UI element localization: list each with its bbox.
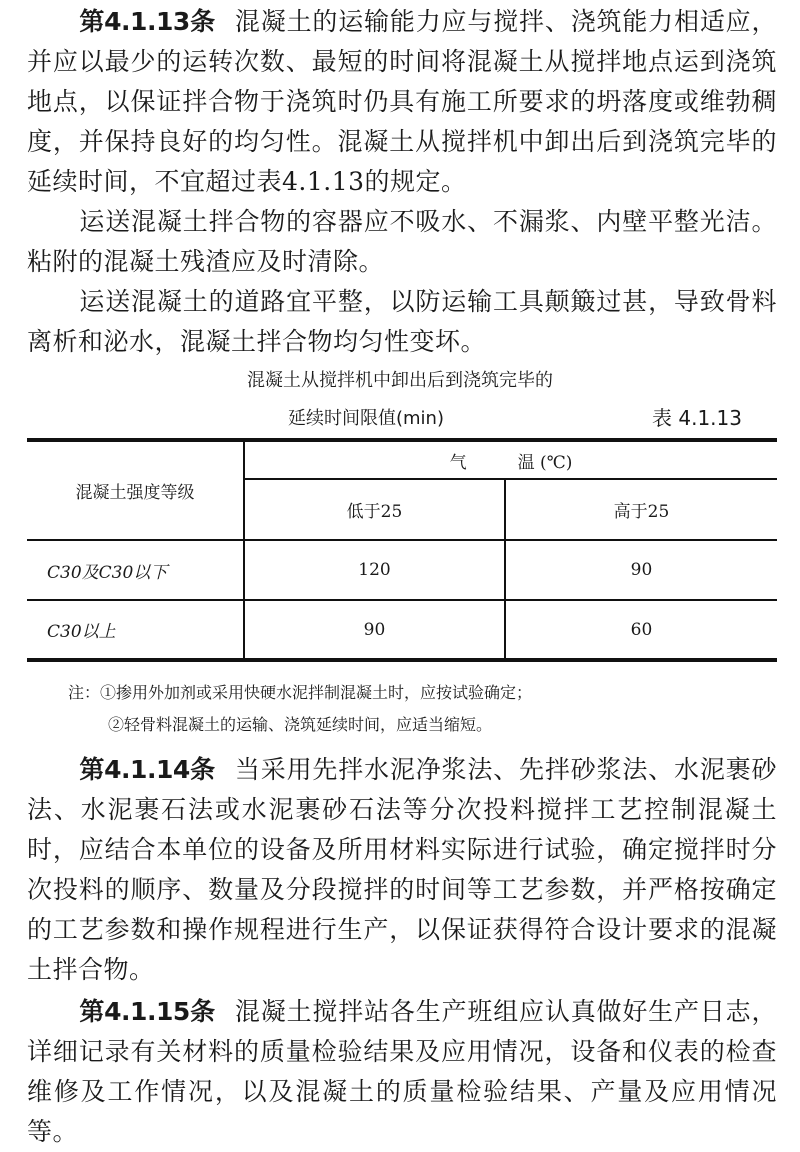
row-value: 120 bbox=[358, 560, 391, 580]
header-temperature: 气 温 (℃) bbox=[449, 452, 573, 473]
header-above-25: 高于25 bbox=[613, 502, 670, 522]
row-value: 90 bbox=[630, 560, 653, 580]
row-value: 90 bbox=[363, 619, 386, 640]
table-number: 表 4.1.13 bbox=[652, 406, 742, 430]
article-4-1-15 bbox=[27, 992, 777, 1152]
table-note: ②轻骨料混凝土的运输、浇筑延续时间，应适当缩短。 bbox=[108, 715, 493, 734]
header-below-25: 低于25 bbox=[346, 502, 403, 522]
table-title-line1: 混凝土从搅拌机中卸出后到浇筑完毕的 bbox=[247, 370, 553, 391]
article-text: 混凝土的运输能力应与搅拌、浇筑能力相适应，并应以最少的运转次数、最短的时间将混凝土从搅拌地点运到浇筑地点，以保证拌合物于浇筑时仍具有施工所要求的坍落度或维勃稠度，并保持良好的均匀性。混凝土从搅拌机中卸出后到浇筑完毕的延续时间，不宜超过表4.1.13的规定。 bbox=[27, 7, 777, 196]
paragraph-container bbox=[27, 202, 777, 282]
article-number: 第4.1.15条 bbox=[79, 997, 215, 1026]
table-bottom-rule bbox=[27, 658, 777, 662]
paragraph-text: 运送混凝土拌合物的容器应不吸水、不漏浆、内壁平整光洁。粘附的混凝土残渣应及时清除。 bbox=[27, 207, 777, 276]
article-number: 第4.1.13条 bbox=[79, 7, 215, 36]
table-title-line2: 延续时间限值(min) bbox=[288, 408, 444, 429]
article-number: 第4.1.14条 bbox=[79, 755, 215, 784]
row-grade: C30以上 bbox=[47, 622, 116, 642]
table-note: 注：①掺用外加剂或采用快硬水泥拌制混凝土时，应按试验确定； bbox=[68, 683, 533, 702]
article-4-1-14 bbox=[27, 750, 777, 990]
paragraph-road bbox=[27, 282, 777, 362]
paragraph-text: 运送混凝土的道路宜平整，以防运输工具颠簸过甚，导致骨料离析和泌水，混凝土拌合物均匀性变坏。 bbox=[27, 287, 777, 356]
article-text: 混凝土搅拌站各生产班组应认真做好生产日志，详细记录有关材料的质量检验结果及应用情况，设备和仪表的检查维修及工作情况，以及混凝土的质量检验结果、产量及应用情况等。 bbox=[27, 997, 777, 1146]
article-text: 当采用先拌水泥净浆法、先拌砂浆法、水泥裹砂法、水泥裹石法或水泥裹砂石法等分次投料搅拌工艺控制混凝土时，应结合本单位的设备及所用材料实际进行试验，确定搅拌时分次投料的顺序、数量及分段搅拌的时间等工艺参数，并严格按确定的工艺参数和操作规程进行生产，以保证获得符合设计要求的混凝土拌合物。 bbox=[27, 755, 777, 984]
article-4-1-13 bbox=[27, 2, 777, 202]
header-grade: 混凝土强度等级 bbox=[75, 483, 195, 503]
row-grade: C30及C30以下 bbox=[47, 562, 168, 583]
row-value: 60 bbox=[630, 619, 653, 640]
